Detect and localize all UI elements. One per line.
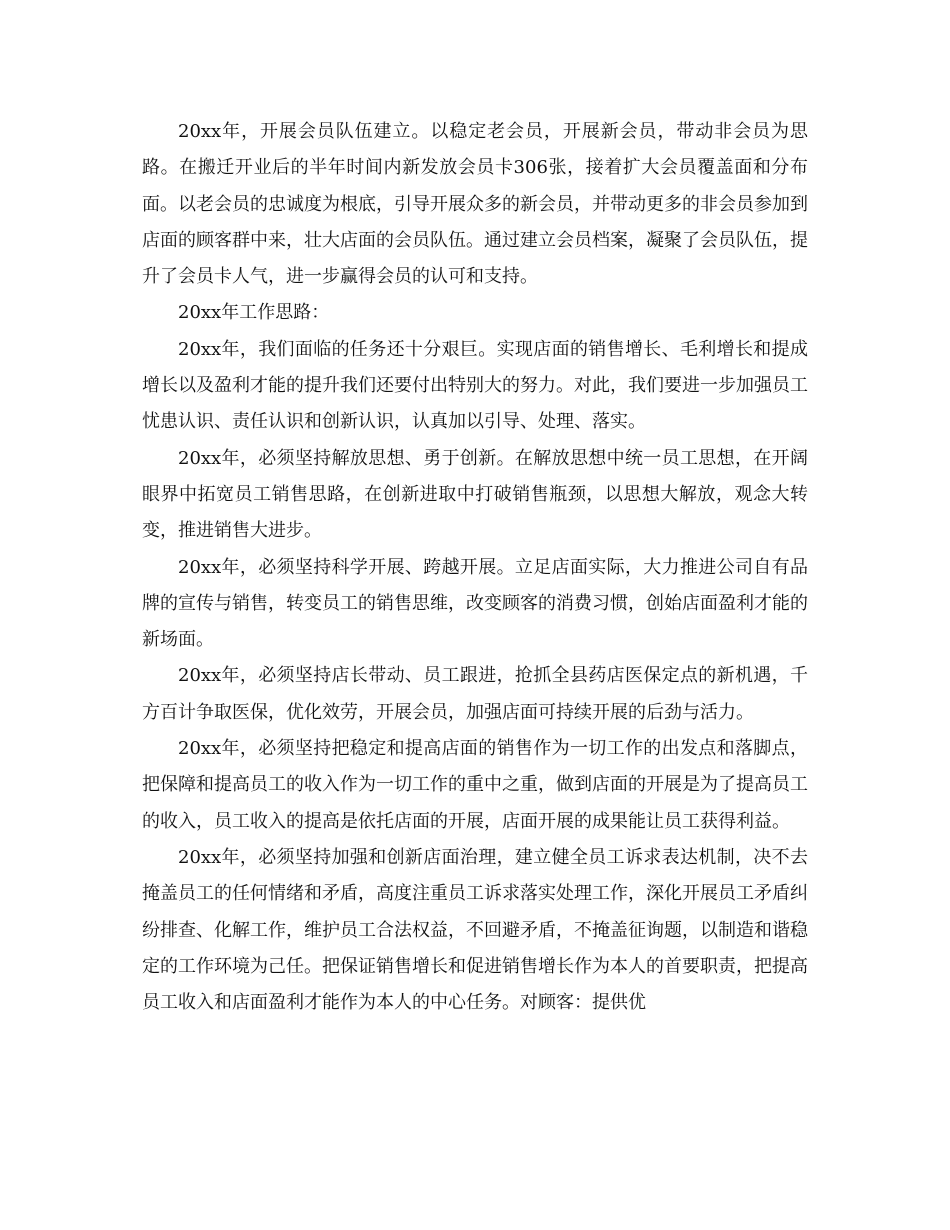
paragraph-emancipate-thought: 20xx年，必须坚持解放思想、勇于创新。在解放思想中统一员工思想，在开阔眼界中拓宽员工销售思路，在创新进取中打破销售瓶颈，以思想大解放，观念大转变，推进销售大进步。 <box>142 447 808 542</box>
paragraph-store-governance: 20xx年，必须坚持加强和创新店面治理，建立健全员工诉求表达机制，决不去掩盖员工的任何情绪和矛盾，高度注重员工诉求落实处理工作，深化开展员工矛盾纠纷排查、化解工作，维护员工合法权益，不回避矛盾，不掩盖征询题，以制造和谐稳定的工作环境为己任。把保证销售增长和促进销售增长作为本人的首要职责，把提高员工收入和店面盈利才能作为本人的中心任务。对顾客：提供优 <box>142 846 808 1014</box>
document-page <box>142 114 808 1021</box>
paragraph-sales-income: 20xx年，必须坚持把稳定和提高店面的销售作为一切工作的出发点和落脚点，把保障和提高员工的收入作为一切工作的重中之重，做到店面的开展是为了提高员工的收入，员工收入的提高是依托店面的开展，店面开展的成果能让员工获得利益。 <box>142 738 808 832</box>
paragraph-tasks: 20xx年，我们面临的任务还十分艰巨。实现店面的销售增长、毛利增长和提成增长以及盈利才能的提升我们还要付出特别大的努力。对此，我们要进一步加强员工忧患认识、责任认识和创新认识，认真加以引导、处理、落实。 <box>142 338 808 433</box>
paragraph-medical-insurance: 20xx年，必须坚持店长带动、员工跟进，抢抓全县药店医保定点的新机遇，千方百计争取医保，优化效劳，开展会员，加强店面可持续开展的后劲与活力。 <box>142 665 808 723</box>
paragraph-member-team: 20xx年，开展会员队伍建立。以稳定老会员，开展新会员，带动非会员为思路。在搬迁开业后的半年时间内新发放会员卡306张，接着扩大会员覆盖面和分布面。以老会员的忠诚度为根底，引导开展众多的新会员，并带动更多的非会员参加到店面的顾客群中来，壮大店面的会员队伍。通过建立会员档案，凝聚了会员队伍，提升了会员卡人气，进一步赢得会员的认可和支持。 <box>142 121 808 288</box>
paragraph-scientific-development: 20xx年，必须坚持科学开展、跨越开展。立足店面实际，大力推进公司自有品牌的宣传与销售，转变员工的销售思维，改变顾客的消费习惯，创始店面盈利才能的新场面。 <box>142 556 808 651</box>
paragraph-work-ideas-heading: 20xx年工作思路： <box>178 302 330 324</box>
